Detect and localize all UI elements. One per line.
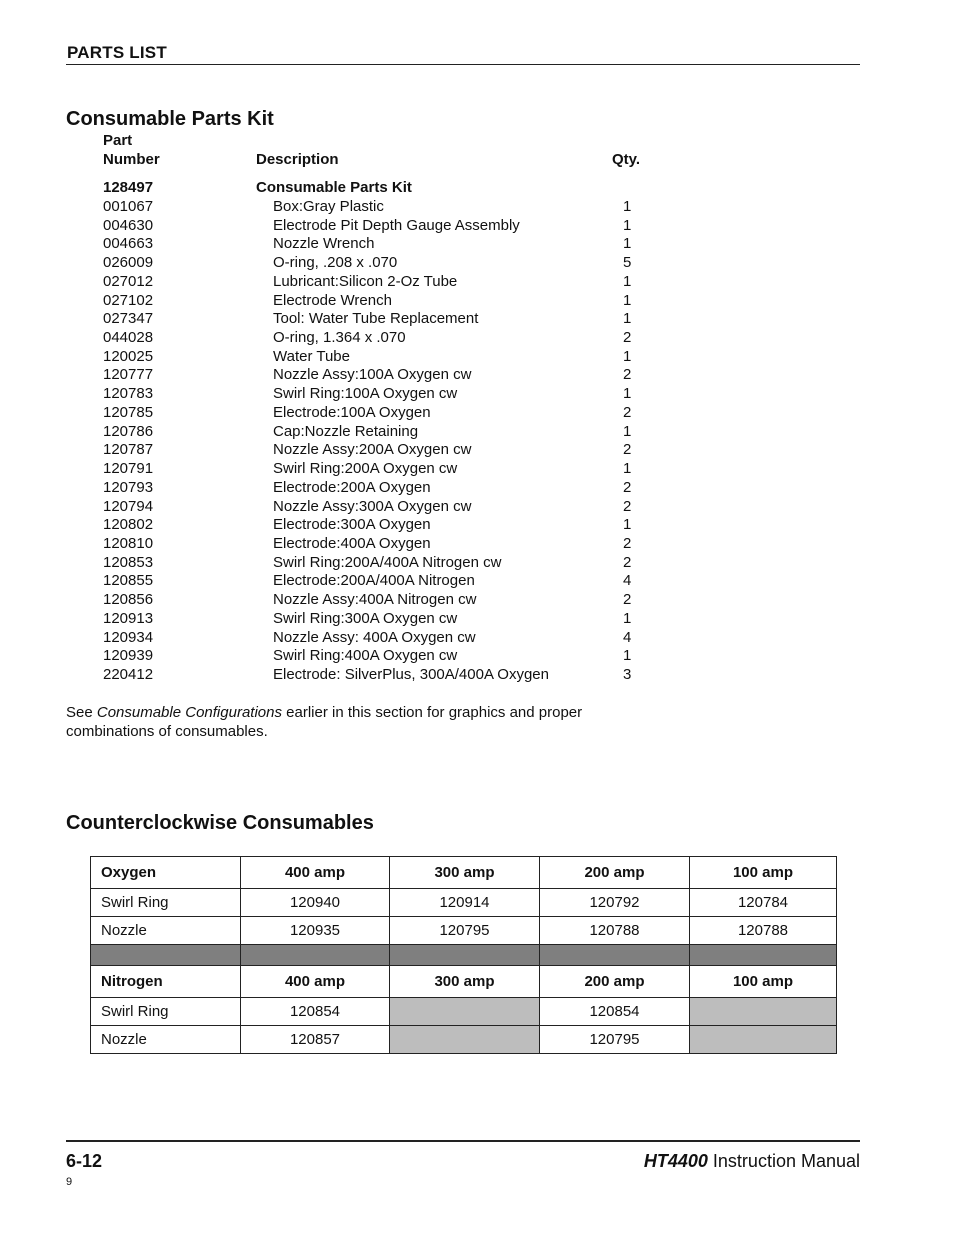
list-item bbox=[103, 403, 663, 422]
part-number-cell: 120788 bbox=[690, 917, 837, 945]
part-qty: 2 bbox=[623, 366, 632, 384]
kit-row bbox=[103, 178, 663, 197]
part-number: 120783 bbox=[103, 385, 154, 403]
part-description: Box:Gray Plastic bbox=[273, 198, 384, 215]
part-number: 027102 bbox=[103, 291, 154, 309]
list-item bbox=[103, 590, 663, 609]
part-number: 120913 bbox=[103, 609, 154, 627]
ccw-section-heading: Counterclockwise Consumables bbox=[66, 812, 374, 834]
part-description: Swirl Ring:300A Oxygen cw bbox=[273, 609, 458, 627]
part-description: Water Tube bbox=[273, 347, 350, 365]
part-number-cell: 120935 bbox=[241, 917, 390, 945]
part-qty: 1 bbox=[623, 422, 632, 440]
list-item bbox=[103, 384, 663, 403]
part-description: Swirl Ring:200A Oxygen cw bbox=[273, 460, 458, 478]
nitrogen-swirl-ring-row bbox=[91, 998, 837, 1026]
part-qty: 2 bbox=[623, 553, 632, 571]
list-item bbox=[103, 515, 663, 534]
list-item bbox=[103, 553, 663, 572]
part-description: Nozzle Assy: 400A Oxygen cw bbox=[273, 628, 476, 646]
part-description: O-ring, .208 x .070 bbox=[273, 254, 398, 272]
part-number: 120785 bbox=[103, 403, 154, 421]
list-item bbox=[103, 609, 663, 628]
part-description: Swirl Ring:200A/400A Nitrogen cw bbox=[273, 553, 502, 571]
part-number: 004663 bbox=[103, 235, 154, 253]
part-qty: 2 bbox=[623, 534, 632, 552]
part-description: Electrode:300A Oxygen bbox=[273, 516, 431, 534]
list-item bbox=[103, 478, 663, 497]
oxygen-header-row bbox=[91, 857, 837, 889]
part-qty: 1 bbox=[623, 385, 632, 403]
part-number: 120856 bbox=[103, 591, 154, 609]
part-qty: 2 bbox=[623, 591, 632, 609]
oxygen-header-cell: 400 amp bbox=[241, 857, 390, 889]
list-item bbox=[103, 365, 663, 384]
list-item bbox=[103, 272, 663, 291]
part-number-cell: 120795 bbox=[390, 917, 540, 945]
part-description: Tool: Water Tube Replacement bbox=[273, 310, 479, 328]
part-qty: 5 bbox=[623, 254, 632, 272]
note-emphasis: Consumable Configurations bbox=[96, 704, 282, 721]
row-label: Swirl Ring bbox=[91, 889, 241, 917]
part-number: 001067 bbox=[103, 198, 154, 215]
row-label: Swirl Ring bbox=[91, 998, 241, 1026]
part-qty: 2 bbox=[623, 441, 632, 459]
nitrogen-header-cell: Nitrogen bbox=[91, 966, 241, 998]
nitrogen-header-cell: 100 amp bbox=[690, 966, 837, 998]
part-description: Swirl Ring:100A Oxygen cw bbox=[273, 385, 458, 403]
part-qty: 1 bbox=[623, 609, 632, 627]
oxygen-header-cell: 300 amp bbox=[390, 857, 540, 889]
part-description: Electrode:200A Oxygen bbox=[273, 478, 431, 496]
part-description: Nozzle Assy:300A Oxygen cw bbox=[273, 497, 472, 515]
note-prefix: See bbox=[66, 704, 97, 721]
row-label: Nozzle bbox=[91, 917, 241, 945]
nitrogen-header-cell: 300 amp bbox=[390, 966, 540, 998]
part-number: 120810 bbox=[103, 534, 154, 552]
list-item bbox=[103, 646, 663, 665]
part-qty: 1 bbox=[623, 647, 632, 665]
part-number: 027347 bbox=[103, 310, 154, 328]
part-number: 120787 bbox=[103, 441, 154, 459]
column-header-description: Description bbox=[256, 151, 339, 168]
part-qty: 1 bbox=[623, 235, 632, 253]
part-description: Electrode Wrench bbox=[273, 291, 392, 309]
unavailable-cell bbox=[390, 998, 540, 1026]
part-qty: 2 bbox=[623, 403, 632, 421]
list-item bbox=[103, 628, 663, 647]
ccw-consumables-table bbox=[90, 856, 837, 1054]
column-header-part-line1: Part bbox=[103, 132, 133, 149]
column-header-part-line2: Number bbox=[103, 151, 160, 168]
part-number: 027012 bbox=[103, 272, 154, 290]
part-qty: 1 bbox=[623, 272, 632, 290]
part-description: Nozzle Wrench bbox=[273, 235, 375, 253]
unavailable-cell bbox=[690, 998, 837, 1026]
nitrogen-header-cell: 200 amp bbox=[540, 966, 690, 998]
kit-section-heading: Consumable Parts Kit bbox=[66, 108, 274, 130]
list-item bbox=[103, 422, 663, 441]
part-number: 004630 bbox=[103, 216, 154, 234]
list-item bbox=[103, 665, 663, 684]
list-item bbox=[103, 197, 663, 216]
oxygen-header-cell: 100 amp bbox=[690, 857, 837, 889]
manual-title-text: Instruction Manual bbox=[707, 1151, 860, 1171]
part-qty: 1 bbox=[623, 216, 632, 234]
part-qty: 2 bbox=[623, 497, 632, 515]
separator-cell bbox=[91, 945, 241, 966]
unavailable-cell bbox=[390, 1026, 540, 1054]
oxygen-swirl-ring-row bbox=[91, 889, 837, 917]
part-description: Swirl Ring:400A Oxygen cw bbox=[273, 647, 458, 665]
table-separator-row bbox=[91, 945, 837, 966]
part-description: Cap:Nozzle Retaining bbox=[273, 422, 419, 440]
row-label: Nozzle bbox=[91, 1026, 241, 1054]
part-number: 120786 bbox=[103, 422, 154, 440]
running-header: PARTS LIST bbox=[67, 43, 167, 62]
part-number: 220412 bbox=[103, 665, 154, 683]
part-number: 120794 bbox=[103, 497, 154, 515]
part-number: 120853 bbox=[103, 553, 154, 571]
part-number-cell: 120857 bbox=[241, 1026, 390, 1054]
list-item bbox=[103, 309, 663, 328]
part-qty: 1 bbox=[623, 310, 632, 328]
part-number-cell: 120788 bbox=[540, 917, 690, 945]
part-qty: 2 bbox=[623, 478, 632, 496]
separator-cell bbox=[540, 945, 690, 966]
part-qty: 1 bbox=[623, 198, 632, 215]
part-number-cell: 120914 bbox=[390, 889, 540, 917]
part-number: 120855 bbox=[103, 572, 154, 590]
list-item bbox=[103, 216, 663, 235]
list-item bbox=[103, 328, 663, 347]
footer-rule bbox=[66, 1140, 860, 1142]
manual-title bbox=[644, 1151, 860, 1172]
header-rule bbox=[66, 64, 860, 65]
list-item bbox=[103, 234, 663, 253]
part-qty: 1 bbox=[623, 291, 632, 309]
list-item bbox=[103, 497, 663, 516]
part-qty: 4 bbox=[623, 628, 632, 646]
part-qty: 4 bbox=[623, 572, 632, 590]
footer-small-number: 9 bbox=[66, 1176, 73, 1188]
manual-model: HT4400 bbox=[643, 1151, 708, 1171]
part-qty: 3 bbox=[623, 665, 632, 683]
part-description: O-ring, 1.364 x .070 bbox=[273, 329, 406, 347]
part-qty: 1 bbox=[623, 516, 632, 534]
part-number-cell: 120795 bbox=[540, 1026, 690, 1054]
nitrogen-header-cell: 400 amp bbox=[241, 966, 390, 998]
nitrogen-nozzle-row bbox=[91, 1026, 837, 1054]
part-number: 120791 bbox=[103, 460, 154, 478]
part-number: 120793 bbox=[103, 478, 154, 496]
page-number: 6-12 bbox=[66, 1151, 103, 1171]
part-description: Electrode:400A Oxygen bbox=[273, 534, 431, 552]
list-item bbox=[103, 534, 663, 553]
part-number-cell: 120854 bbox=[241, 998, 390, 1026]
part-description: Nozzle Assy:100A Oxygen cw bbox=[273, 366, 472, 384]
kit-number: 128497 bbox=[103, 179, 154, 196]
note-suffix: earlier in this section for graphics and proper combinations of consumables. bbox=[66, 704, 583, 740]
part-number: 044028 bbox=[103, 329, 154, 347]
list-item bbox=[103, 571, 663, 590]
part-description: Electrode:200A/400A Nitrogen bbox=[273, 572, 475, 590]
list-item bbox=[103, 459, 663, 478]
part-number: 120025 bbox=[103, 347, 154, 365]
part-qty: 1 bbox=[623, 460, 632, 478]
part-description: Electrode: SilverPlus, 300A/400A Oxygen bbox=[273, 665, 549, 683]
list-item bbox=[103, 253, 663, 272]
unavailable-cell bbox=[690, 1026, 837, 1054]
part-description: Nozzle Assy:200A Oxygen cw bbox=[273, 441, 472, 459]
part-number-cell: 120854 bbox=[540, 998, 690, 1026]
part-number: 026009 bbox=[103, 254, 154, 272]
part-number-cell: 120792 bbox=[540, 889, 690, 917]
separator-cell bbox=[690, 945, 837, 966]
parts-list bbox=[103, 197, 663, 684]
list-item bbox=[103, 347, 663, 366]
oxygen-header-cell: 200 amp bbox=[540, 857, 690, 889]
part-number: 120934 bbox=[103, 628, 154, 646]
kit-description: Consumable Parts Kit bbox=[256, 179, 412, 196]
part-number-cell: 120784 bbox=[690, 889, 837, 917]
part-description: Nozzle Assy:400A Nitrogen cw bbox=[273, 591, 477, 609]
oxygen-header-cell: Oxygen bbox=[91, 857, 241, 889]
part-description: Electrode:100A Oxygen bbox=[273, 403, 431, 421]
list-item bbox=[103, 440, 663, 459]
part-qty: 2 bbox=[623, 329, 632, 347]
part-number: 120777 bbox=[103, 366, 154, 384]
separator-cell bbox=[390, 945, 540, 966]
list-item bbox=[103, 291, 663, 310]
separator-cell bbox=[241, 945, 390, 966]
column-header-part-number bbox=[103, 131, 160, 169]
part-number: 120939 bbox=[103, 647, 154, 665]
part-description: Lubricant:Silicon 2-Oz Tube bbox=[273, 272, 458, 290]
nitrogen-header-row bbox=[91, 966, 837, 998]
oxygen-nozzle-row bbox=[91, 917, 837, 945]
part-number: 120802 bbox=[103, 516, 154, 534]
configuration-note bbox=[66, 703, 626, 741]
part-qty: 1 bbox=[623, 347, 632, 365]
column-header-qty: Qty. bbox=[612, 151, 641, 168]
part-number-cell: 120940 bbox=[241, 889, 390, 917]
part-description: Electrode Pit Depth Gauge Assembly bbox=[273, 216, 520, 234]
